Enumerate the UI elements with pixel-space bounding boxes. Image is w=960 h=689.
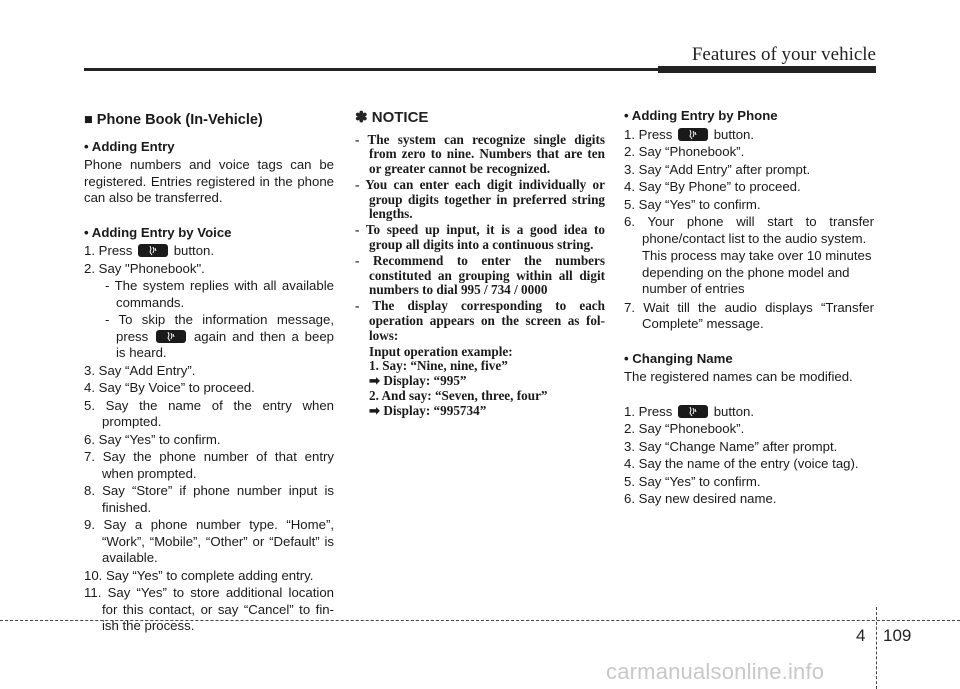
step-text: 1. Press <box>84 243 133 258</box>
phone-step-5: 5. Say “Yes” to confirm. <box>624 196 761 212</box>
step-text: again and then a beep is heard. <box>116 328 334 360</box>
notice-item: - The display corresponding to each operation appears on the screen as fol-lows: <box>355 298 605 343</box>
voice-talk-icon <box>138 244 168 257</box>
voice-step-8: 8. Say “Store” if phone number input is finished. <box>84 483 334 515</box>
footer-divider <box>876 607 877 689</box>
change-step-6: 6. Say new desired name. <box>624 491 777 506</box>
step-text: 1. Press <box>624 126 673 142</box>
voice-talk-icon <box>678 405 708 418</box>
page-number: 109 <box>883 626 912 645</box>
voice-talk-icon <box>156 330 186 343</box>
phone-step-1 <box>624 127 874 144</box>
notice-item: - To speed up input, it is a good idea to group all digits into a continuous string. <box>355 222 605 253</box>
change-step-2: 2. Say “Phonebook”. <box>624 421 745 436</box>
phone-step-7: 7. Wait till the audio displays “Transfer Complete” message. <box>624 299 874 331</box>
notice-item: - Recommend to enter the numbers constituted an grouping within all digit numbers to dial 995 / 734 / 0000 <box>355 252 605 298</box>
subheading-adding-by-phone: • Adding Entry by Phone <box>624 108 778 123</box>
example-2-say: 2. And say: “Seven, three, four” <box>369 388 548 404</box>
header-rule-thick <box>658 66 876 73</box>
voice-step-3: 3. Say “Add Entry”. <box>84 362 196 378</box>
phone-step-4: 4. Say “By Phone” to proceed. <box>624 179 801 194</box>
voice-step-10: 10. Say “Yes” to complete adding entry. <box>84 567 314 583</box>
step-text: button. <box>173 243 215 258</box>
notice-item: - You can enter each digit individually or group digits together in preferred string lengths. <box>355 176 605 222</box>
paragraph-adding-entry: Phone numbers and voice tags can be registered. Entries registered in the phone can also be transferred. <box>84 157 334 205</box>
step-text: - To skip the information message, press <box>105 312 334 344</box>
voice-step-9: 9. Say a phone number type. “Home”, “Work”, “Mobile”, “Other” or “Default” is available. <box>84 517 334 565</box>
subheading-adding-by-voice: • Adding Entry by Voice <box>84 224 232 240</box>
phone-step-6-note: This process may take over 10 minutes depending on the phone model and number of entries <box>642 248 872 296</box>
watermark: carmanualsonline.info <box>606 659 825 684</box>
step-text: button. <box>713 403 755 419</box>
example-title: Input operation example: <box>369 343 513 359</box>
paragraph-changing-name: The registered names can be modified. <box>624 369 853 384</box>
notice-title: ✽ NOTICE <box>355 109 429 126</box>
change-step-5: 5. Say “Yes” to confirm. <box>624 473 761 489</box>
step-text: 1. Press <box>624 403 673 419</box>
voice-step-11: 11. Say “Yes” to store additional location for this contact, or say “Cancel” to fin-ish the process. <box>84 585 334 633</box>
change-step-1 <box>624 404 874 421</box>
footer-rule <box>0 620 960 621</box>
section-title: Features of your vehicle <box>691 44 876 65</box>
example-1-display: ➡ Display: “995” <box>369 373 467 389</box>
voice-step-6: 6. Say “Yes” to confirm. <box>84 431 221 447</box>
subheading-changing-name: • Changing Name <box>624 350 733 366</box>
voice-step-2-note-2 <box>98 312 334 362</box>
phone-step-2: 2. Say “Phonebook”. <box>624 144 745 159</box>
example-1-say: 1. Say: “Nine, nine, five” <box>369 358 508 374</box>
phone-step-6: 6. Your phone will start to transfer phone/contact list to the audio system. <box>624 214 874 246</box>
change-step-4: 4. Say the name of the entry (voice tag). <box>624 456 859 471</box>
change-step-3: 3. Say “Change Name” after prompt. <box>624 438 838 454</box>
voice-step-1 <box>84 243 334 260</box>
voice-step-5: 5. Say the name of the entry when prompted. <box>84 397 334 429</box>
voice-talk-icon <box>678 128 708 141</box>
voice-step-2: 2. Say "Phonebook". <box>84 260 205 276</box>
notice-item: - The system can recognize single digits from zero to nine. Numbers that are ten or greater cannot be recognized. <box>355 131 605 177</box>
subheading-adding-entry: • Adding Entry <box>84 138 175 154</box>
column-right <box>624 108 874 509</box>
voice-step-4: 4. Say “By Voice” to proceed. <box>84 380 255 395</box>
column-left <box>84 108 334 636</box>
heading-phone-book: ■ Phone Book (In-Vehicle) <box>84 112 263 128</box>
voice-step-2-note-1: - The system replies with all available commands. <box>105 278 334 310</box>
phone-step-3: 3. Say “Add Entry” after prompt. <box>624 161 811 177</box>
example-2-display: ➡ Display: “995734” <box>369 402 487 418</box>
step-text: button. <box>713 126 755 142</box>
chapter-number: 4 <box>856 626 866 645</box>
voice-step-7: 7. Say the phone number of that entry when prompted. <box>84 449 334 481</box>
column-notice <box>355 108 605 419</box>
